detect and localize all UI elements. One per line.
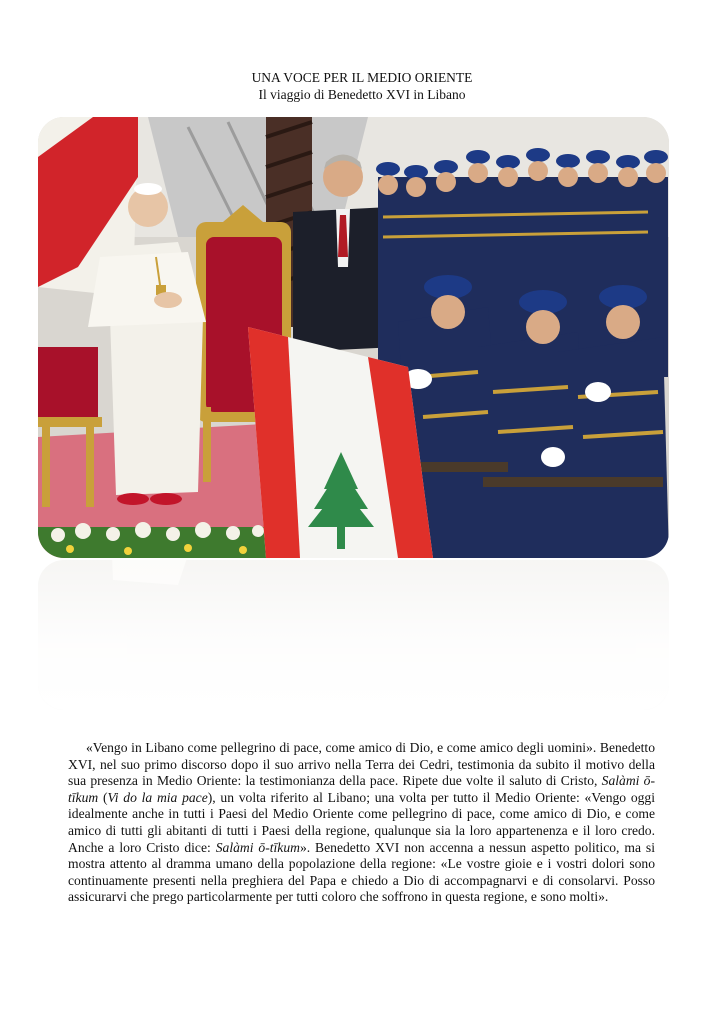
greeting-translation: Vi do la mia pace	[107, 789, 208, 805]
article-paragraph: «Vengo in Libano come pellegrino di pace, come amico di Dio, e come amico degli uomini». Benedetto XVI, nel suo primo discorso dopo il suo arrivo nella Terra dei Cedri, testimonia da subito il motivo della sua presenza in Medio Oriente: la testimonianza della pace. Ripete due volte il saluto di Cristo, Salàmi ō-tīkum (Vi do la mia pace), un volta riferito al Libano; una volta per tutto il Medio Oriente: «Vengo oggi idealmente anche in tutti i Paesi del Medio Oriente come pellegrino di pace, come amico di Dio, e come amico di tutti gli abitanti di tutti i Paesi della regione, qualunque sia la loro appartenenza e il loro credo. Anche a loro Cristo dice: Salàmi ō-tīkum». Benedetto XVI non accenna a nessun aspetto politico, ma si mostra attento al dramma umano della popolazione della regione: «Le vostre gioie e i vostri dolori sono continuamente presenti nella preghiera del Papa e chiedo a Dio di accompagnarvi e di consolarvi. Posso assicurarvi che prego particolarmente per tutti coloro che soffrono in questa regione, e sono molti».	[68, 740, 655, 905]
main-photo	[38, 117, 669, 558]
document-title: UNA VOCE PER IL MEDIO ORIENTE	[251, 70, 473, 85]
document-subtitle: Il viaggio di Benedetto XVI in Libano	[258, 87, 466, 102]
document-header	[0, 69, 724, 103]
left-chair-frame	[38, 417, 102, 427]
photo-reflection	[38, 560, 669, 710]
greeting-arabic: Salàmi ō-tīkum	[68, 773, 655, 805]
greeting-arabic-repeat: Salàmi ō-tīkum	[215, 839, 300, 855]
front-guards	[398, 275, 669, 558]
article-body	[68, 740, 655, 906]
left-chair-seat	[38, 347, 98, 427]
ceremony-scene	[38, 117, 669, 558]
